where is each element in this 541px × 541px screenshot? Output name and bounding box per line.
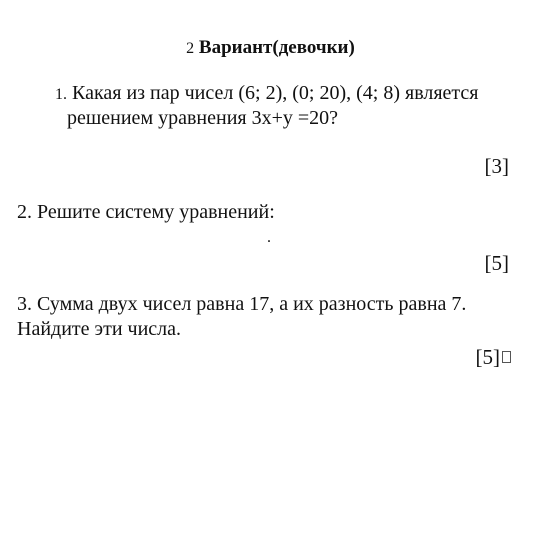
task1-text-line2: решением уравнения 3х+у =20?: [67, 107, 339, 129]
task3-score-row: [476, 345, 512, 370]
task1-question-line1: [55, 82, 479, 105]
task1-score: [3]: [484, 154, 509, 178]
task3-text-line1: 3. Сумма двух чисел равна 17, а их разность равна 7.: [17, 293, 467, 315]
task2-dot-mark: .: [267, 229, 271, 246]
task3-score: [5]: [475, 345, 500, 369]
variant-title: Вариант(девочки): [198, 37, 355, 58]
task2-score: [5]: [484, 251, 509, 275]
page-title: [0, 37, 541, 59]
task3-text-line2: Найдите эти числа.: [17, 318, 182, 340]
task1-text-line1: Какая из пар чисел (6; 2), (0; 20), (4; 8) является: [72, 82, 479, 104]
task2-text: 2. Решите систему уравнений:: [17, 201, 275, 223]
variant-number: 2: [186, 40, 195, 57]
missing-glyph-box-icon: [502, 351, 511, 363]
task1-number: 1.: [55, 86, 67, 103]
